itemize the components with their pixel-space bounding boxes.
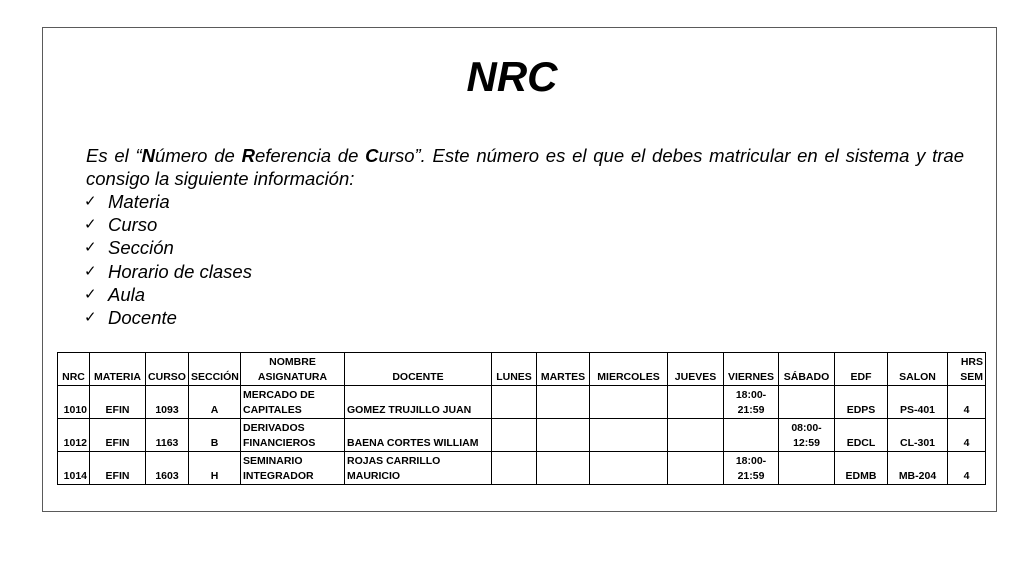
cell-nombre: MERCADO DE CAPITALES bbox=[241, 386, 345, 419]
table-row bbox=[58, 386, 986, 419]
checklist-item: ✓ Curso bbox=[84, 214, 158, 236]
cell-materia: EFIN bbox=[90, 452, 146, 485]
cell-curso: 1163 bbox=[146, 419, 189, 452]
cell-viernes bbox=[724, 419, 779, 452]
col-header-salon: SALON bbox=[888, 353, 948, 386]
checklist-item: ✓ Horario de clases bbox=[84, 260, 252, 282]
col-header-nombre-asignatura: NOMBRE ASIGNATURA bbox=[241, 353, 345, 386]
cell-sabado bbox=[779, 452, 835, 485]
col-header-edf: EDF bbox=[835, 353, 888, 386]
checklist-item: ✓ Aula bbox=[84, 283, 146, 305]
cell-jueves bbox=[668, 419, 724, 452]
col-header-hrs-sem: HRS SEM bbox=[948, 353, 986, 386]
nrc-table bbox=[57, 352, 986, 485]
col-header-sabado: SÁBADO bbox=[779, 353, 835, 386]
cell-nrc: 1010 bbox=[58, 386, 90, 419]
cell-hrs-sem: 4 bbox=[948, 419, 986, 452]
slide-title: NRC bbox=[466, 53, 558, 100]
cell-salon: PS-401 bbox=[888, 386, 948, 419]
checkmark-icon: ✓ bbox=[84, 193, 97, 210]
cell-docente: GOMEZ TRUJILLO JUAN bbox=[345, 386, 492, 419]
cell-sabado: 08:00- 12:59 bbox=[779, 419, 835, 452]
cell-hrs-sem: 4 bbox=[948, 386, 986, 419]
col-header-viernes: VIERNES bbox=[724, 353, 779, 386]
cell-seccion: H bbox=[189, 452, 241, 485]
table-header-row bbox=[58, 353, 986, 386]
checkmark-icon: ✓ bbox=[84, 216, 97, 234]
col-header-miercoles: MIERCOLES bbox=[590, 353, 668, 386]
col-header-jueves: JUEVES bbox=[668, 353, 724, 386]
cell-jueves bbox=[668, 452, 724, 485]
cell-curso: 1093 bbox=[146, 386, 189, 419]
cell-salon: CL-301 bbox=[888, 419, 948, 452]
cell-edf: EDPS bbox=[835, 386, 888, 419]
checkmark-icon: ✓ bbox=[84, 262, 97, 280]
cell-jueves bbox=[668, 386, 724, 419]
checkmark-icon: ✓ bbox=[84, 285, 97, 303]
cell-miercoles bbox=[590, 386, 668, 419]
cell-seccion: A bbox=[189, 386, 241, 419]
cell-salon: MB-204 bbox=[888, 452, 948, 485]
cell-curso: 1603 bbox=[146, 452, 189, 485]
checkmark-icon: ✓ bbox=[84, 309, 97, 327]
cell-sabado bbox=[779, 386, 835, 419]
cell-nombre: SEMINARIO INTEGRADOR bbox=[241, 452, 345, 485]
col-header-seccion: SECCIÓN bbox=[189, 353, 241, 386]
cell-martes bbox=[537, 386, 590, 419]
cell-viernes: 18:00- 21:59 bbox=[724, 452, 779, 485]
checklist-item: ✓ Materia bbox=[84, 191, 170, 212]
cell-martes bbox=[537, 419, 590, 452]
cell-lunes bbox=[492, 386, 537, 419]
col-header-martes: MARTES bbox=[537, 353, 590, 386]
cell-materia: EFIN bbox=[90, 419, 146, 452]
cell-viernes: 18:00- 21:59 bbox=[724, 386, 779, 419]
cell-lunes bbox=[492, 419, 537, 452]
info-checklist bbox=[84, 190, 252, 329]
cell-nombre: DERIVADOS FINANCIEROS bbox=[241, 419, 345, 452]
table-row bbox=[58, 452, 986, 485]
cell-miercoles bbox=[590, 452, 668, 485]
cell-hrs-sem: 4 bbox=[948, 452, 986, 485]
cell-edf: EDCL bbox=[835, 419, 888, 452]
checklist-item: ✓ Sección bbox=[84, 237, 174, 259]
col-header-nrc: NRC bbox=[58, 353, 90, 386]
col-header-materia: MATERIA bbox=[90, 353, 146, 386]
checklist-item: ✓ Docente bbox=[84, 307, 177, 329]
description-text: Es el “Número de Referencia de Curso”. Este número es el que el debes matricular en el sistema y trae consigo la siguiente información: bbox=[86, 145, 965, 189]
col-header-lunes: LUNES bbox=[492, 353, 537, 386]
table-row bbox=[58, 419, 986, 452]
cell-seccion: B bbox=[189, 419, 241, 452]
cell-edf: EDMB bbox=[835, 452, 888, 485]
cell-nrc: 1012 bbox=[58, 419, 90, 452]
col-header-curso: CURSO bbox=[146, 353, 189, 386]
cell-miercoles bbox=[590, 419, 668, 452]
cell-docente: BAENA CORTES WILLIAM bbox=[345, 419, 492, 452]
col-header-docente: DOCENTE bbox=[345, 353, 492, 386]
cell-martes bbox=[537, 452, 590, 485]
cell-lunes bbox=[492, 452, 537, 485]
cell-materia: EFIN bbox=[90, 386, 146, 419]
checkmark-icon: ✓ bbox=[84, 239, 97, 257]
cell-nrc: 1014 bbox=[58, 452, 90, 485]
cell-docente: ROJAS CARRILLO MAURICIO bbox=[345, 452, 492, 485]
